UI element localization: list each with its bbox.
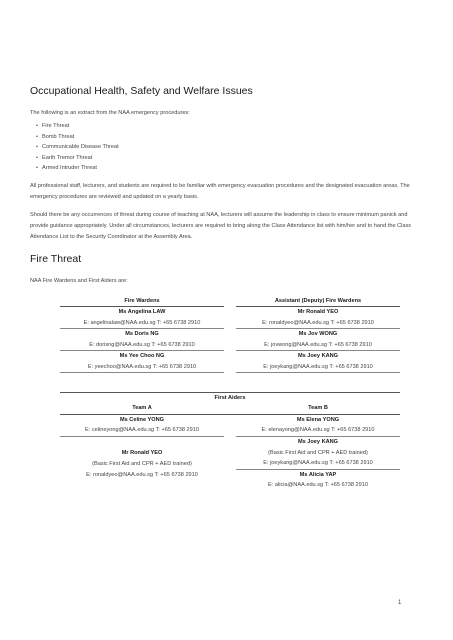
deputy-contact: E: ronaldyeo@NAA.edu.sg T: +65 6738 2910 bbox=[236, 317, 400, 329]
table-row bbox=[60, 317, 400, 329]
table-row bbox=[60, 307, 400, 318]
table-header-fire-wardens: Fire Wardens bbox=[60, 295, 224, 307]
aider-contact: E: elenayong@NAA.edu.sg T: +65 6738 2910 bbox=[236, 425, 400, 436]
table-row bbox=[60, 351, 400, 362]
deputy-name: Ms Jov WONG bbox=[298, 331, 338, 337]
section-heading-ohs: Occupational Health, Safety and Welfare Issues bbox=[30, 85, 253, 97]
table-header-team-a: Team A bbox=[60, 403, 224, 414]
fire-intro-text: NAA Fire Wardens and First Aiders are: bbox=[30, 278, 128, 284]
table-row bbox=[60, 329, 400, 340]
aider-contact: E: alicia@NAA.edu.sg T: +65 6738 2910 bbox=[268, 482, 368, 489]
table-row bbox=[60, 361, 400, 373]
ohs-intro-text: The following is an extract from the NAA emergency procedures: bbox=[30, 110, 190, 116]
list-item: • Earth Tremor Threat bbox=[36, 153, 119, 164]
threat-paragraph: Should there be any occurrences of threat during course of teaching at NAA, lecturers will assume the leadership in class to ensure minimum panick and provide guidance appropriately. Under all circumstances, lecturers are required to bring along the Class Attendance list with him/her and to hand the Class Attendance List to the Security Coordinator at the Assembly Area. bbox=[30, 212, 412, 240]
aider-contact: E: celineyong@NAA.edu.sg T: +65 6738 2910 bbox=[60, 425, 224, 436]
aider-name: Ms Elena YONG bbox=[296, 416, 340, 423]
warden-contact: E: yeechoo@NAA.edu.sg T: +65 6738 2910 bbox=[60, 361, 224, 373]
table-row bbox=[60, 436, 400, 447]
first-aiders-title: First Aiders bbox=[60, 393, 400, 404]
table-row bbox=[60, 469, 400, 480]
fire-wardens-table bbox=[60, 295, 400, 373]
warden-contact: E: dorisng@NAA.edu.sg T: +65 6738 2910 bbox=[60, 339, 224, 351]
table-row bbox=[60, 447, 400, 458]
deputy-contact: E: jovwong@NAA.edu.sg T: +65 6738 2910 bbox=[236, 339, 400, 351]
table-header-team-b: Team B bbox=[236, 403, 400, 414]
list-item: • Bomb Threat bbox=[36, 132, 119, 143]
evacuation-paragraph: All professional staff, lecturers, and students are required to be familiar with emergency evacuation procedures and the designated evacuation areas. The emergency procedures are reviewed and updated on a yearly basis. bbox=[30, 183, 410, 200]
first-aiders-table bbox=[60, 392, 400, 491]
aider-name: Ms Celine YONG bbox=[119, 416, 165, 423]
aider-contact: E: ronaldyeo@NAA.edu.sg T: +65 6738 2910 bbox=[86, 471, 198, 478]
aider-training-note: (Basic First Aid and CPR + AED trained) bbox=[268, 449, 368, 456]
list-item: • Fire Threat bbox=[36, 121, 119, 132]
table-row bbox=[60, 458, 400, 469]
aider-contact: E: joeykang@NAA.edu.sg T: +65 6738 2910 bbox=[236, 458, 400, 469]
aider-name: Ms Joey KANG bbox=[297, 439, 339, 446]
table-row bbox=[60, 480, 400, 491]
warden-name: Ms Angelina LAW bbox=[118, 309, 166, 315]
warden-name: Ms Yee Choo NG bbox=[119, 353, 165, 359]
table-row bbox=[60, 339, 400, 351]
table-row bbox=[60, 425, 400, 436]
warden-name: Ms Doris NG bbox=[125, 331, 159, 337]
aider-name: Mr Ronald YEO bbox=[121, 449, 163, 456]
aider-name: Ms Alicia YAP bbox=[299, 471, 337, 478]
table-row bbox=[60, 414, 400, 425]
page-number: 1 bbox=[398, 600, 402, 606]
deputy-name: Mr Ronald YEO bbox=[297, 309, 339, 315]
list-item: • Armed Intruder Threat bbox=[36, 163, 119, 174]
list-item: • Communicable Disease Threat bbox=[36, 142, 119, 153]
deputy-name: Ms Joey KANG bbox=[297, 353, 339, 359]
warden-contact: E: angelinalaw@NAA.edu.sg T: +65 6738 2910 bbox=[60, 317, 224, 329]
aider-training-note: (Basic First Aid and CPR + AED trained) bbox=[92, 460, 192, 467]
table-header-deputy-wardens: Assistant (Deputy) Fire Wardens bbox=[236, 295, 400, 307]
threat-list bbox=[36, 121, 119, 174]
deputy-contact: E: joeykang@NAA.edu.sg T: +65 6738 2910 bbox=[236, 361, 400, 373]
section-heading-fire-threat: Fire Threat bbox=[30, 253, 82, 265]
